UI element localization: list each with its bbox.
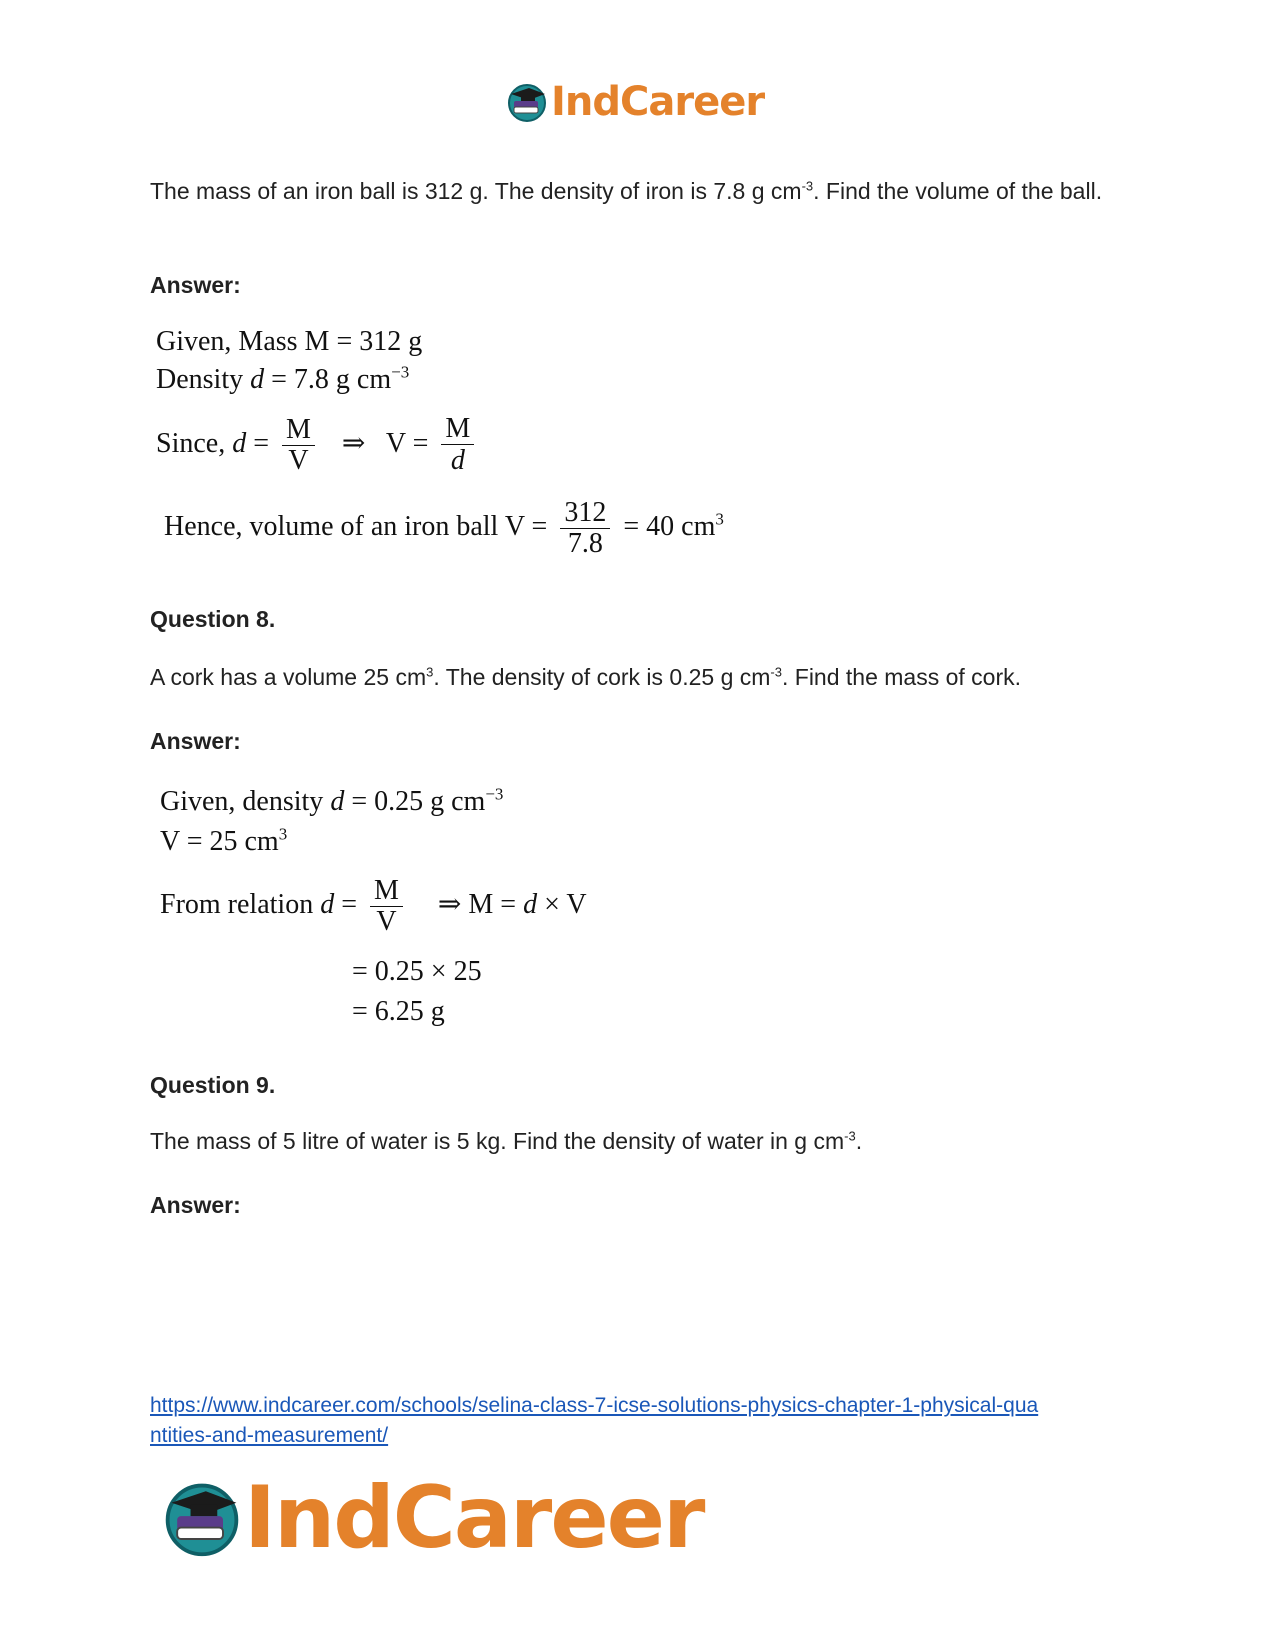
math-line: = 0.25 × 25 [352, 956, 482, 987]
graduation-cap-globe-icon [160, 1476, 244, 1560]
logo-wordmark: IndCareer [551, 79, 765, 125]
math-line: Given, Mass M = 312 g [156, 326, 423, 357]
answer-label: Answer: [150, 728, 241, 754]
answer-label: Answer: [150, 272, 241, 298]
math-fraction-line: From relation d = $\frac{M}{V}$ ⇒ M = d × V [160, 875, 587, 937]
question-9-text: The mass of 5 litre of water is 5 kg. Find the density of water in g $cm^{-3}$. [150, 1128, 863, 1154]
source-link[interactable]: https://www.indcareer.com/schools/selina-class-7-icse-solutions-physics-chapter-1-physical-qua ntities-and-measurement/ [150, 1394, 1039, 1447]
question-9-heading: Question 9. [150, 1072, 276, 1098]
question-8-heading: Question 8. [150, 606, 276, 632]
math-fraction-line: Hence, volume of an iron ball V = $\frac{312}{7.8}$ = 40 $cm^3$ [164, 497, 724, 559]
fraction: $\frac{312}{7.8}$ [560, 498, 610, 559]
math-line: Density d = 7.8 g $cm^{-3}$ [156, 362, 410, 395]
footer-logo [160, 1468, 703, 1568]
fraction: $\frac{M}{V}$ [282, 415, 315, 476]
math-line: = 6.25 g [352, 996, 445, 1027]
question-7-text: The mass of an iron ball is 312 g. The density of iron is 7.8 g $cm^{-3}$. Find the volume of the ball. [150, 178, 1103, 204]
graduation-cap-globe-icon [505, 80, 549, 124]
header-logo [505, 78, 764, 126]
math-line: V = 25 $cm^3$ [160, 824, 288, 857]
logo-wordmark: IndCareer [244, 1468, 704, 1568]
math-fraction-line: Since, d = $\frac{M}{V}$ ⇒ V = $\frac{M}{d}$ [156, 414, 480, 477]
fraction: $\frac{M}{d}$ [441, 414, 474, 477]
answer-label: Answer: [150, 1192, 241, 1218]
math-line: Given, density d = 0.25 g $cm^{-3}$ [160, 784, 504, 817]
question-8-text: A cork has a volume 25 $cm^3$. The density of cork is 0.25 g $cm^{-3}$. Find the mass of cork. [150, 664, 1022, 690]
fraction: $\frac{M}{V}$ [370, 876, 403, 937]
